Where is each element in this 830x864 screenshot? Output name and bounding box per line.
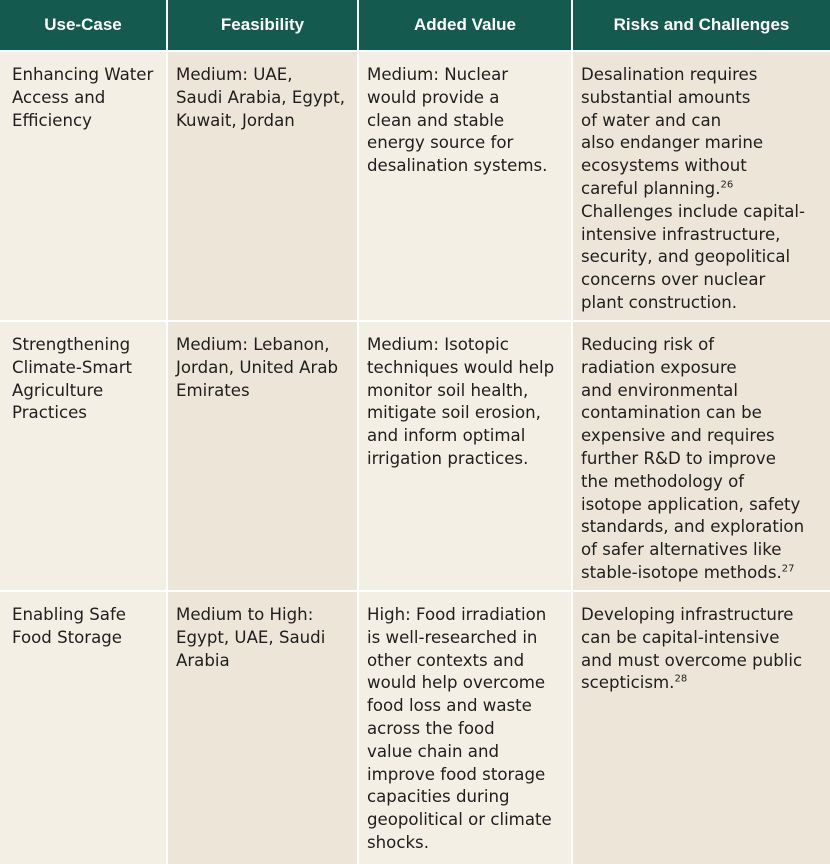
cell-line: Challenges include capital-: [581, 201, 805, 221]
cell-line: Emirates: [176, 380, 250, 400]
cell-line: other contexts and: [367, 650, 525, 670]
cell-line: also endanger marine: [581, 133, 764, 153]
cell-line: techniques would help: [367, 357, 555, 377]
row-2-added-value: [359, 322, 571, 590]
cell-line: shocks.: [367, 832, 429, 852]
header-use-case: [0, 0, 166, 50]
cell-text: careful planning.: [581, 178, 721, 198]
cell-line: Food Storage: [12, 627, 122, 647]
header-label: Risks and Challenges: [613, 15, 790, 34]
cell-line: substantial amounts: [581, 87, 751, 107]
cell-line: Saudi Arabia, Egypt,: [176, 87, 345, 107]
cell-line: energy source for: [367, 133, 514, 153]
header-label: Added Value: [413, 15, 517, 34]
cell-line: Medium: Isotopic: [367, 335, 509, 354]
cell-line: improve food storage: [367, 764, 546, 784]
cell-line: Strengthening: [12, 335, 131, 354]
cell-line: concerns over nuclear: [581, 270, 766, 290]
cell-line: security, and geopolitical: [581, 247, 791, 267]
cell-line: irrigation practices.: [367, 448, 529, 468]
cell-text: stable-isotope methods.: [581, 562, 782, 582]
row-1-feasibility: [168, 52, 357, 320]
header-feasibility: [168, 0, 357, 50]
cell-line: Medium: UAE,: [176, 65, 293, 84]
cell-line: Efficiency: [12, 110, 92, 130]
cell-line: would provide a: [367, 87, 500, 107]
cell-line: would help overcome: [367, 673, 546, 693]
cell-line: plant construction.: [581, 292, 738, 312]
cell-line: Arabia: [176, 650, 230, 670]
row-3-added-value: [359, 592, 571, 864]
row-1-risks: [573, 52, 830, 320]
row-3-risks: [573, 592, 830, 864]
cell-line: Enhancing Water: [12, 65, 154, 84]
row-2-feasibility: [168, 322, 357, 590]
cell-line: Jordan, United Arab: [176, 357, 339, 377]
cell-line: mitigate soil erosion,: [367, 403, 541, 423]
cell-line: Climate-Smart: [12, 357, 133, 377]
cell-line: clean and stable: [367, 110, 505, 130]
cell-line: across the food: [367, 718, 495, 738]
cell-line: Practices: [12, 403, 87, 423]
cell-line: desalination systems.: [367, 156, 548, 176]
cell-line: [581, 562, 826, 585]
header-added-value: [359, 0, 571, 50]
cell-line: is well-researched in: [367, 627, 538, 647]
cell-line: radiation exposure: [581, 357, 737, 377]
cell-line: and must overcome public: [581, 650, 803, 670]
cell-line: High: Food irradiation: [367, 605, 547, 624]
header-risks: [573, 0, 830, 50]
header-label: Feasibility: [220, 15, 305, 34]
cell-line: of water and can: [581, 110, 722, 130]
cell-line: intensive infrastructure,: [581, 224, 781, 244]
row-1-use-case: [0, 52, 166, 320]
cell-line: and inform optimal: [367, 426, 526, 446]
header-label: Use-Case: [44, 15, 122, 34]
cell-line: capacities during: [367, 787, 510, 807]
cell-line: [581, 672, 826, 695]
cell-line: Access and: [12, 87, 106, 107]
cell-line: Medium: Lebanon,: [176, 335, 330, 354]
cell-line: Medium to High:: [176, 605, 314, 624]
row-1-added-value: [359, 52, 571, 320]
cell-line: ecosystems without: [581, 156, 747, 176]
cell-line: food loss and waste: [367, 696, 532, 716]
cell-line: geopolitical or climate: [367, 810, 552, 830]
cell-line: of safer alternatives like: [581, 540, 782, 560]
row-3-feasibility: [168, 592, 357, 864]
cell-line: monitor soil health,: [367, 380, 529, 400]
cell-line: Kuwait, Jordan: [176, 110, 295, 130]
cell-line: can be capital-intensive: [581, 627, 780, 647]
cell-line: value chain and: [367, 741, 500, 761]
footnote-marker: 26: [720, 179, 734, 191]
cell-line: Egypt, UAE, Saudi: [176, 627, 326, 647]
cell-line: Developing infrastructure: [581, 605, 794, 624]
footnote-marker: 28: [674, 673, 688, 685]
cell-line: expensive and requires: [581, 426, 775, 446]
cell-line: Enabling Safe: [12, 605, 127, 624]
cell-line: the methodology of: [581, 471, 745, 491]
cell-line: Reducing risk of: [581, 335, 715, 354]
cell-line: and environmental: [581, 380, 738, 400]
cell-line: standards, and exploration: [581, 517, 805, 537]
cell-line: Agriculture: [12, 380, 104, 400]
cell-line: Medium: Nuclear: [367, 65, 509, 84]
cell-line: isotope application, safety: [581, 494, 801, 514]
row-2-risks: [573, 322, 830, 590]
cell-line: Desalination requires: [581, 65, 758, 84]
cell-text: scepticism.: [581, 673, 675, 693]
footnote-marker: 27: [781, 563, 795, 575]
cell-line: further R&D to improve: [581, 448, 776, 468]
row-2-use-case: [0, 322, 166, 590]
row-3-use-case: [0, 592, 166, 864]
cell-line: contamination can be: [581, 403, 762, 423]
cell-line: [581, 178, 826, 201]
